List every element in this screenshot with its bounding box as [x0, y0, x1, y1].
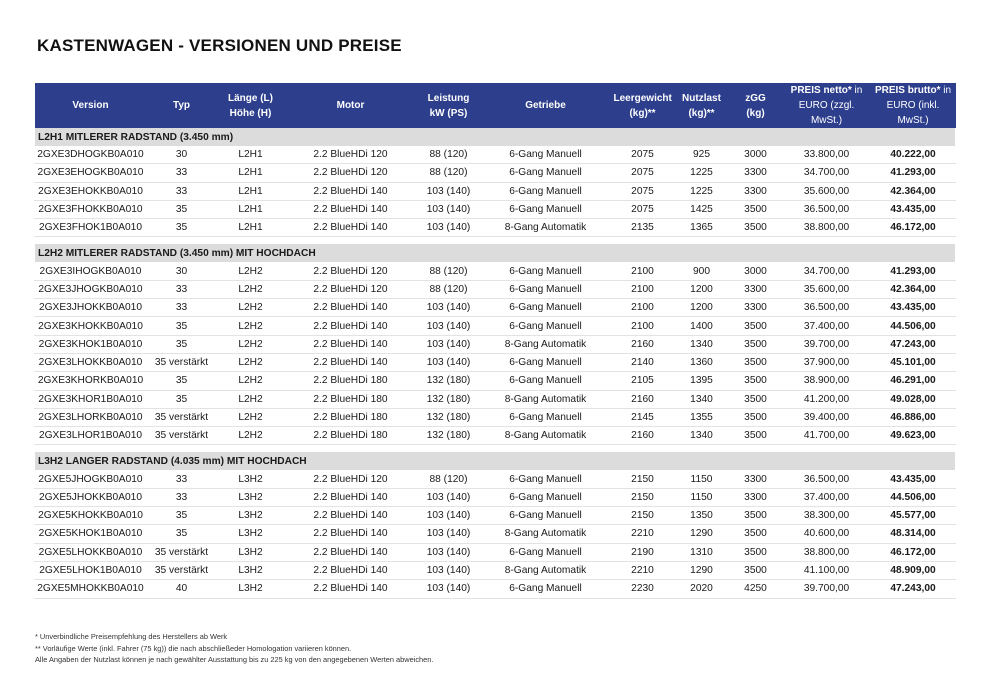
- cell-version: 2GXE3FHOK1B0A010: [35, 219, 147, 237]
- cell-nutzlast: 900: [675, 262, 729, 280]
- cell-getriebe: 8-Gang Automatik: [481, 390, 611, 408]
- cell-preis-netto: 41.700,00: [783, 427, 871, 445]
- cell-laenge-hoehe: L2H2: [217, 353, 285, 371]
- section-title: L2H1 MITLERER RADSTAND (3.450 mm): [35, 128, 956, 146]
- cell-leergewicht: 2100: [611, 299, 675, 317]
- table-row: [35, 353, 956, 371]
- cell-leistung: 103 (140): [417, 299, 481, 317]
- cell-laenge-hoehe: L3H2: [217, 470, 285, 488]
- cell-zgg: 3500: [729, 219, 783, 237]
- table-row: [35, 561, 956, 579]
- cell-laenge-hoehe: L2H1: [217, 164, 285, 182]
- cell-preis-brutto: 41.293,00: [871, 262, 956, 280]
- cell-getriebe: 6-Gang Manuell: [481, 408, 611, 426]
- cell-laenge-hoehe: L2H1: [217, 182, 285, 200]
- cell-preis-brutto: 46.291,00: [871, 372, 956, 390]
- cell-getriebe: 6-Gang Manuell: [481, 146, 611, 164]
- cell-preis-netto: 33.800,00: [783, 146, 871, 164]
- section-header-row: [35, 244, 956, 262]
- table-row: [35, 525, 956, 543]
- table-row: [35, 390, 956, 408]
- cell-version: 2GXE3DHOGKB0A010: [35, 146, 147, 164]
- cell-leergewicht: 2075: [611, 164, 675, 182]
- cell-preis-brutto: 43.435,00: [871, 470, 956, 488]
- spacer-cell: [35, 445, 956, 453]
- table-row: [35, 427, 956, 445]
- cell-leistung: 103 (140): [417, 488, 481, 506]
- cell-zgg: 3500: [729, 317, 783, 335]
- cell-typ: 35: [147, 372, 217, 390]
- cell-leergewicht: 2100: [611, 317, 675, 335]
- cell-motor: 2.2 BlueHDi 140: [285, 182, 417, 200]
- cell-preis-netto: 38.800,00: [783, 543, 871, 561]
- cell-motor: 2.2 BlueHDi 140: [285, 488, 417, 506]
- cell-typ: 40: [147, 580, 217, 598]
- cell-getriebe: 8-Gang Automatik: [481, 335, 611, 353]
- cell-zgg: 3500: [729, 335, 783, 353]
- cell-laenge-hoehe: L2H2: [217, 427, 285, 445]
- cell-nutzlast: 1425: [675, 200, 729, 218]
- price-table: [34, 83, 956, 599]
- cell-leergewicht: 2100: [611, 262, 675, 280]
- table-header-row: [35, 83, 956, 128]
- cell-preis-netto: 38.300,00: [783, 507, 871, 525]
- header-preis-netto: PREIS netto* in EURO (zzgl. MwSt.): [783, 83, 871, 128]
- cell-getriebe: 6-Gang Manuell: [481, 580, 611, 598]
- cell-leistung: 103 (140): [417, 335, 481, 353]
- cell-nutzlast: 1360: [675, 353, 729, 371]
- cell-getriebe: 6-Gang Manuell: [481, 543, 611, 561]
- cell-version: 2GXE3LHOR1B0A010: [35, 427, 147, 445]
- cell-leergewicht: 2075: [611, 146, 675, 164]
- cell-version: 2GXE3LHORKB0A010: [35, 408, 147, 426]
- table-row: [35, 200, 956, 218]
- cell-version: 2GXE3KHOK1B0A010: [35, 335, 147, 353]
- cell-laenge-hoehe: L3H2: [217, 580, 285, 598]
- cell-leistung: 103 (140): [417, 200, 481, 218]
- header-leergewicht: Leergewicht (kg)**: [611, 83, 675, 128]
- cell-motor: 2.2 BlueHDi 140: [285, 200, 417, 218]
- cell-preis-brutto: 45.577,00: [871, 507, 956, 525]
- cell-nutzlast: 1225: [675, 182, 729, 200]
- cell-zgg: 3500: [729, 427, 783, 445]
- header-zgg: zGG (kg): [729, 83, 783, 128]
- footnote: ** Vorläufige Werte (inkl. Fahrer (75 kg)) die nach abschließeder Homologation variieren können.: [35, 643, 352, 653]
- cell-nutzlast: 1150: [675, 488, 729, 506]
- cell-preis-netto: 40.600,00: [783, 525, 871, 543]
- cell-nutzlast: 1340: [675, 427, 729, 445]
- cell-laenge-hoehe: L2H1: [217, 200, 285, 218]
- header-getriebe: Getriebe: [481, 83, 611, 128]
- table-row: [35, 182, 956, 200]
- cell-motor: 2.2 BlueHDi 140: [285, 317, 417, 335]
- cell-typ: 35: [147, 219, 217, 237]
- cell-getriebe: 8-Gang Automatik: [481, 219, 611, 237]
- cell-leistung: 88 (120): [417, 280, 481, 298]
- cell-zgg: 3300: [729, 470, 783, 488]
- cell-leergewicht: 2145: [611, 408, 675, 426]
- cell-preis-brutto: 47.243,00: [871, 335, 956, 353]
- cell-motor: 2.2 BlueHDi 120: [285, 164, 417, 182]
- cell-leergewicht: 2100: [611, 280, 675, 298]
- cell-getriebe: 6-Gang Manuell: [481, 353, 611, 371]
- cell-typ: 33: [147, 488, 217, 506]
- cell-preis-brutto: 43.435,00: [871, 299, 956, 317]
- cell-motor: 2.2 BlueHDi 120: [285, 262, 417, 280]
- cell-zgg: 3500: [729, 372, 783, 390]
- cell-version: 2GXE3KHOKKB0A010: [35, 317, 147, 335]
- cell-preis-netto: 36.500,00: [783, 470, 871, 488]
- cell-motor: 2.2 BlueHDi 140: [285, 561, 417, 579]
- cell-preis-brutto: 43.435,00: [871, 200, 956, 218]
- cell-leergewicht: 2150: [611, 507, 675, 525]
- table-row: [35, 580, 956, 598]
- cell-preis-brutto: 47.243,00: [871, 580, 956, 598]
- cell-nutzlast: 1365: [675, 219, 729, 237]
- header-laenge-hoehe: Länge (L) Höhe (H): [217, 83, 285, 128]
- header-motor: Motor: [285, 83, 417, 128]
- cell-typ: 35 verstärkt: [147, 427, 217, 445]
- cell-zgg: 3000: [729, 146, 783, 164]
- cell-getriebe: 6-Gang Manuell: [481, 317, 611, 335]
- cell-leistung: 103 (140): [417, 219, 481, 237]
- cell-zgg: 3500: [729, 543, 783, 561]
- cell-zgg: 3500: [729, 200, 783, 218]
- cell-leistung: 88 (120): [417, 262, 481, 280]
- page-title: KASTENWAGEN - VERSIONEN UND PREISE: [37, 36, 402, 55]
- cell-leergewicht: 2210: [611, 525, 675, 543]
- cell-laenge-hoehe: L2H2: [217, 262, 285, 280]
- cell-laenge-hoehe: L2H2: [217, 280, 285, 298]
- table-row: [35, 470, 956, 488]
- cell-preis-netto: 39.700,00: [783, 335, 871, 353]
- cell-leergewicht: 2150: [611, 488, 675, 506]
- cell-zgg: 3300: [729, 488, 783, 506]
- table-row: [35, 317, 956, 335]
- cell-motor: 2.2 BlueHDi 140: [285, 219, 417, 237]
- cell-leistung: 88 (120): [417, 146, 481, 164]
- cell-motor: 2.2 BlueHDi 180: [285, 372, 417, 390]
- table-row: [35, 488, 956, 506]
- cell-leistung: 103 (140): [417, 543, 481, 561]
- cell-version: 2GXE3EHOKKB0A010: [35, 182, 147, 200]
- cell-version: 2GXE3JHOGKB0A010: [35, 280, 147, 298]
- cell-preis-brutto: 42.364,00: [871, 280, 956, 298]
- cell-zgg: 3500: [729, 561, 783, 579]
- cell-preis-brutto: 49.623,00: [871, 427, 956, 445]
- cell-typ: 35 verstärkt: [147, 543, 217, 561]
- cell-leistung: 132 (180): [417, 408, 481, 426]
- cell-zgg: 3300: [729, 299, 783, 317]
- cell-version: 2GXE5MHOKKB0A010: [35, 580, 147, 598]
- cell-typ: 35: [147, 507, 217, 525]
- cell-laenge-hoehe: L3H2: [217, 488, 285, 506]
- cell-typ: 33: [147, 182, 217, 200]
- cell-preis-netto: 36.500,00: [783, 200, 871, 218]
- cell-laenge-hoehe: L2H2: [217, 390, 285, 408]
- cell-motor: 2.2 BlueHDi 140: [285, 299, 417, 317]
- cell-laenge-hoehe: L3H2: [217, 525, 285, 543]
- cell-laenge-hoehe: L2H2: [217, 408, 285, 426]
- cell-motor: 2.2 BlueHDi 140: [285, 543, 417, 561]
- cell-leergewicht: 2140: [611, 353, 675, 371]
- cell-nutzlast: 1225: [675, 164, 729, 182]
- cell-laenge-hoehe: L2H1: [217, 146, 285, 164]
- cell-getriebe: 6-Gang Manuell: [481, 280, 611, 298]
- cell-motor: 2.2 BlueHDi 120: [285, 280, 417, 298]
- cell-zgg: 3500: [729, 507, 783, 525]
- cell-zgg: 4250: [729, 580, 783, 598]
- cell-motor: 2.2 BlueHDi 120: [285, 470, 417, 488]
- cell-preis-brutto: 40.222,00: [871, 146, 956, 164]
- table-row: [35, 280, 956, 298]
- cell-motor: 2.2 BlueHDi 140: [285, 507, 417, 525]
- cell-zgg: 3300: [729, 182, 783, 200]
- cell-preis-netto: 34.700,00: [783, 164, 871, 182]
- cell-motor: 2.2 BlueHDi 180: [285, 390, 417, 408]
- header-preis-brutto: PREIS brutto* in EURO (inkl. MwSt.): [871, 83, 956, 128]
- cell-typ: 35: [147, 335, 217, 353]
- cell-version: 2GXE5LHOKKB0A010: [35, 543, 147, 561]
- cell-leergewicht: 2160: [611, 335, 675, 353]
- cell-typ: 35: [147, 200, 217, 218]
- section-spacer: [35, 237, 956, 245]
- cell-getriebe: 6-Gang Manuell: [481, 372, 611, 390]
- cell-preis-brutto: 44.506,00: [871, 488, 956, 506]
- cell-preis-brutto: 48.314,00: [871, 525, 956, 543]
- cell-leergewicht: 2105: [611, 372, 675, 390]
- cell-getriebe: 6-Gang Manuell: [481, 507, 611, 525]
- cell-typ: 30: [147, 146, 217, 164]
- cell-version: 2GXE3LHOKKB0A010: [35, 353, 147, 371]
- cell-nutzlast: 1310: [675, 543, 729, 561]
- cell-version: 2GXE3IHOGKB0A010: [35, 262, 147, 280]
- cell-typ: 35 verstärkt: [147, 561, 217, 579]
- spacer-cell: [35, 237, 956, 245]
- cell-typ: 33: [147, 470, 217, 488]
- cell-nutzlast: 925: [675, 146, 729, 164]
- cell-leistung: 103 (140): [417, 561, 481, 579]
- cell-laenge-hoehe: L2H2: [217, 299, 285, 317]
- cell-nutzlast: 1340: [675, 335, 729, 353]
- cell-version: 2GXE5JHOKKB0A010: [35, 488, 147, 506]
- cell-preis-netto: 37.900,00: [783, 353, 871, 371]
- cell-version: 2GXE5KHOK1B0A010: [35, 525, 147, 543]
- cell-version: 2GXE3FHOKKB0A010: [35, 200, 147, 218]
- footnote: * Unverbindliche Preisempfehlung des Herstellers ab Werk: [35, 632, 228, 641]
- cell-laenge-hoehe: L3H2: [217, 561, 285, 579]
- cell-getriebe: 6-Gang Manuell: [481, 262, 611, 280]
- cell-leergewicht: 2075: [611, 200, 675, 218]
- cell-nutzlast: 1200: [675, 299, 729, 317]
- cell-preis-netto: 35.600,00: [783, 182, 871, 200]
- cell-leergewicht: 2135: [611, 219, 675, 237]
- cell-typ: 35 verstärkt: [147, 408, 217, 426]
- cell-zgg: 3500: [729, 390, 783, 408]
- cell-preis-brutto: 46.172,00: [871, 543, 956, 561]
- cell-laenge-hoehe: L3H2: [217, 507, 285, 525]
- cell-version: 2GXE5KHOKKB0A010: [35, 507, 147, 525]
- cell-getriebe: 6-Gang Manuell: [481, 200, 611, 218]
- cell-getriebe: 6-Gang Manuell: [481, 470, 611, 488]
- footnotes: [35, 631, 433, 666]
- cell-preis-netto: 38.800,00: [783, 219, 871, 237]
- cell-version: 2GXE3EHOGKB0A010: [35, 164, 147, 182]
- cell-preis-netto: 38.900,00: [783, 372, 871, 390]
- cell-version: 2GXE3KHOR1B0A010: [35, 390, 147, 408]
- cell-leergewicht: 2160: [611, 390, 675, 408]
- table-row: [35, 408, 956, 426]
- table-row: [35, 543, 956, 561]
- cell-typ: 35: [147, 390, 217, 408]
- cell-leistung: 88 (120): [417, 470, 481, 488]
- cell-leistung: 132 (180): [417, 390, 481, 408]
- cell-version: 2GXE5JHOGKB0A010: [35, 470, 147, 488]
- cell-motor: 2.2 BlueHDi 140: [285, 353, 417, 371]
- cell-preis-netto: 34.700,00: [783, 262, 871, 280]
- cell-motor: 2.2 BlueHDi 140: [285, 525, 417, 543]
- cell-zgg: 3500: [729, 525, 783, 543]
- header-leistung: Leistung kW (PS): [417, 83, 481, 128]
- cell-version: 2GXE3JHOKKB0A010: [35, 299, 147, 317]
- cell-preis-netto: 41.100,00: [783, 561, 871, 579]
- cell-preis-netto: 39.700,00: [783, 580, 871, 598]
- cell-nutzlast: 1350: [675, 507, 729, 525]
- cell-typ: 33: [147, 280, 217, 298]
- table-row: [35, 335, 956, 353]
- cell-laenge-hoehe: L3H2: [217, 543, 285, 561]
- cell-laenge-hoehe: L2H1: [217, 219, 285, 237]
- cell-preis-netto: 41.200,00: [783, 390, 871, 408]
- cell-preis-netto: 39.400,00: [783, 408, 871, 426]
- cell-nutzlast: 1395: [675, 372, 729, 390]
- section-spacer: [35, 445, 956, 453]
- cell-leistung: 103 (140): [417, 507, 481, 525]
- cell-leergewicht: 2230: [611, 580, 675, 598]
- cell-leergewicht: 2075: [611, 182, 675, 200]
- cell-leistung: 88 (120): [417, 164, 481, 182]
- table-row: [35, 146, 956, 164]
- cell-getriebe: 6-Gang Manuell: [481, 164, 611, 182]
- cell-motor: 2.2 BlueHDi 120: [285, 146, 417, 164]
- table-row: [35, 507, 956, 525]
- section-header-row: [35, 128, 956, 146]
- cell-preis-brutto: 44.506,00: [871, 317, 956, 335]
- cell-getriebe: 6-Gang Manuell: [481, 488, 611, 506]
- cell-motor: 2.2 BlueHDi 180: [285, 408, 417, 426]
- cell-leistung: 132 (180): [417, 372, 481, 390]
- cell-zgg: 3300: [729, 280, 783, 298]
- cell-preis-netto: 37.400,00: [783, 488, 871, 506]
- cell-motor: 2.2 BlueHDi 180: [285, 427, 417, 445]
- cell-getriebe: 6-Gang Manuell: [481, 299, 611, 317]
- cell-leergewicht: 2210: [611, 561, 675, 579]
- cell-zgg: 3500: [729, 353, 783, 371]
- section-title: L3H2 LANGER RADSTAND (4.035 mm) MIT HOCHDACH: [35, 452, 956, 470]
- cell-leergewicht: 2190: [611, 543, 675, 561]
- footnote: Alle Angaben der Nutzlast können je nach gewählter Ausstattung bis zu 225 kg von den angegebenen Werten abweichen.: [35, 655, 434, 664]
- cell-nutzlast: 1150: [675, 470, 729, 488]
- cell-version: 2GXE5LHOK1B0A010: [35, 561, 147, 579]
- cell-preis-brutto: 49.028,00: [871, 390, 956, 408]
- cell-nutzlast: 1340: [675, 390, 729, 408]
- cell-leistung: 103 (140): [417, 580, 481, 598]
- cell-leistung: 103 (140): [417, 525, 481, 543]
- cell-motor: 2.2 BlueHDi 140: [285, 335, 417, 353]
- table-row: [35, 164, 956, 182]
- cell-preis-brutto: 46.172,00: [871, 219, 956, 237]
- cell-zgg: 3300: [729, 164, 783, 182]
- cell-laenge-hoehe: L2H2: [217, 317, 285, 335]
- cell-typ: 30: [147, 262, 217, 280]
- cell-getriebe: 8-Gang Automatik: [481, 525, 611, 543]
- table-row: [35, 219, 956, 237]
- cell-preis-netto: 35.600,00: [783, 280, 871, 298]
- cell-preis-brutto: 45.101,00: [871, 353, 956, 371]
- cell-getriebe: 8-Gang Automatik: [481, 427, 611, 445]
- cell-preis-brutto: 46.886,00: [871, 408, 956, 426]
- cell-getriebe: 6-Gang Manuell: [481, 182, 611, 200]
- header-version: Version: [35, 83, 147, 128]
- section-header-row: [35, 452, 956, 470]
- cell-preis-brutto: 48.909,00: [871, 561, 956, 579]
- cell-leergewicht: 2160: [611, 427, 675, 445]
- cell-leistung: 103 (140): [417, 182, 481, 200]
- cell-laenge-hoehe: L2H2: [217, 372, 285, 390]
- table-row: [35, 299, 956, 317]
- cell-nutzlast: 1200: [675, 280, 729, 298]
- cell-zgg: 3000: [729, 262, 783, 280]
- cell-nutzlast: 1355: [675, 408, 729, 426]
- cell-preis-brutto: 41.293,00: [871, 164, 956, 182]
- cell-nutzlast: 2020: [675, 580, 729, 598]
- table-row: [35, 372, 956, 390]
- cell-leistung: 103 (140): [417, 353, 481, 371]
- cell-nutzlast: 1290: [675, 525, 729, 543]
- cell-typ: 33: [147, 164, 217, 182]
- header-nutzlast: Nutzlast (kg)**: [675, 83, 729, 128]
- cell-preis-netto: 37.400,00: [783, 317, 871, 335]
- cell-typ: 35: [147, 317, 217, 335]
- cell-leistung: 103 (140): [417, 317, 481, 335]
- header-typ: Typ: [147, 83, 217, 128]
- cell-preis-brutto: 42.364,00: [871, 182, 956, 200]
- cell-leistung: 132 (180): [417, 427, 481, 445]
- cell-preis-netto: 36.500,00: [783, 299, 871, 317]
- cell-typ: 33: [147, 299, 217, 317]
- cell-typ: 35: [147, 525, 217, 543]
- cell-zgg: 3500: [729, 408, 783, 426]
- cell-version: 2GXE3KHORKB0A010: [35, 372, 147, 390]
- cell-leergewicht: 2150: [611, 470, 675, 488]
- cell-nutzlast: 1290: [675, 561, 729, 579]
- cell-typ: 35 verstärkt: [147, 353, 217, 371]
- cell-getriebe: 8-Gang Automatik: [481, 561, 611, 579]
- table-body: [35, 128, 956, 598]
- section-title: L2H2 MITLERER RADSTAND (3.450 mm) MIT HOCHDACH: [35, 244, 956, 262]
- table-row: [35, 262, 956, 280]
- cell-motor: 2.2 BlueHDi 140: [285, 580, 417, 598]
- cell-nutzlast: 1400: [675, 317, 729, 335]
- cell-laenge-hoehe: L2H2: [217, 335, 285, 353]
